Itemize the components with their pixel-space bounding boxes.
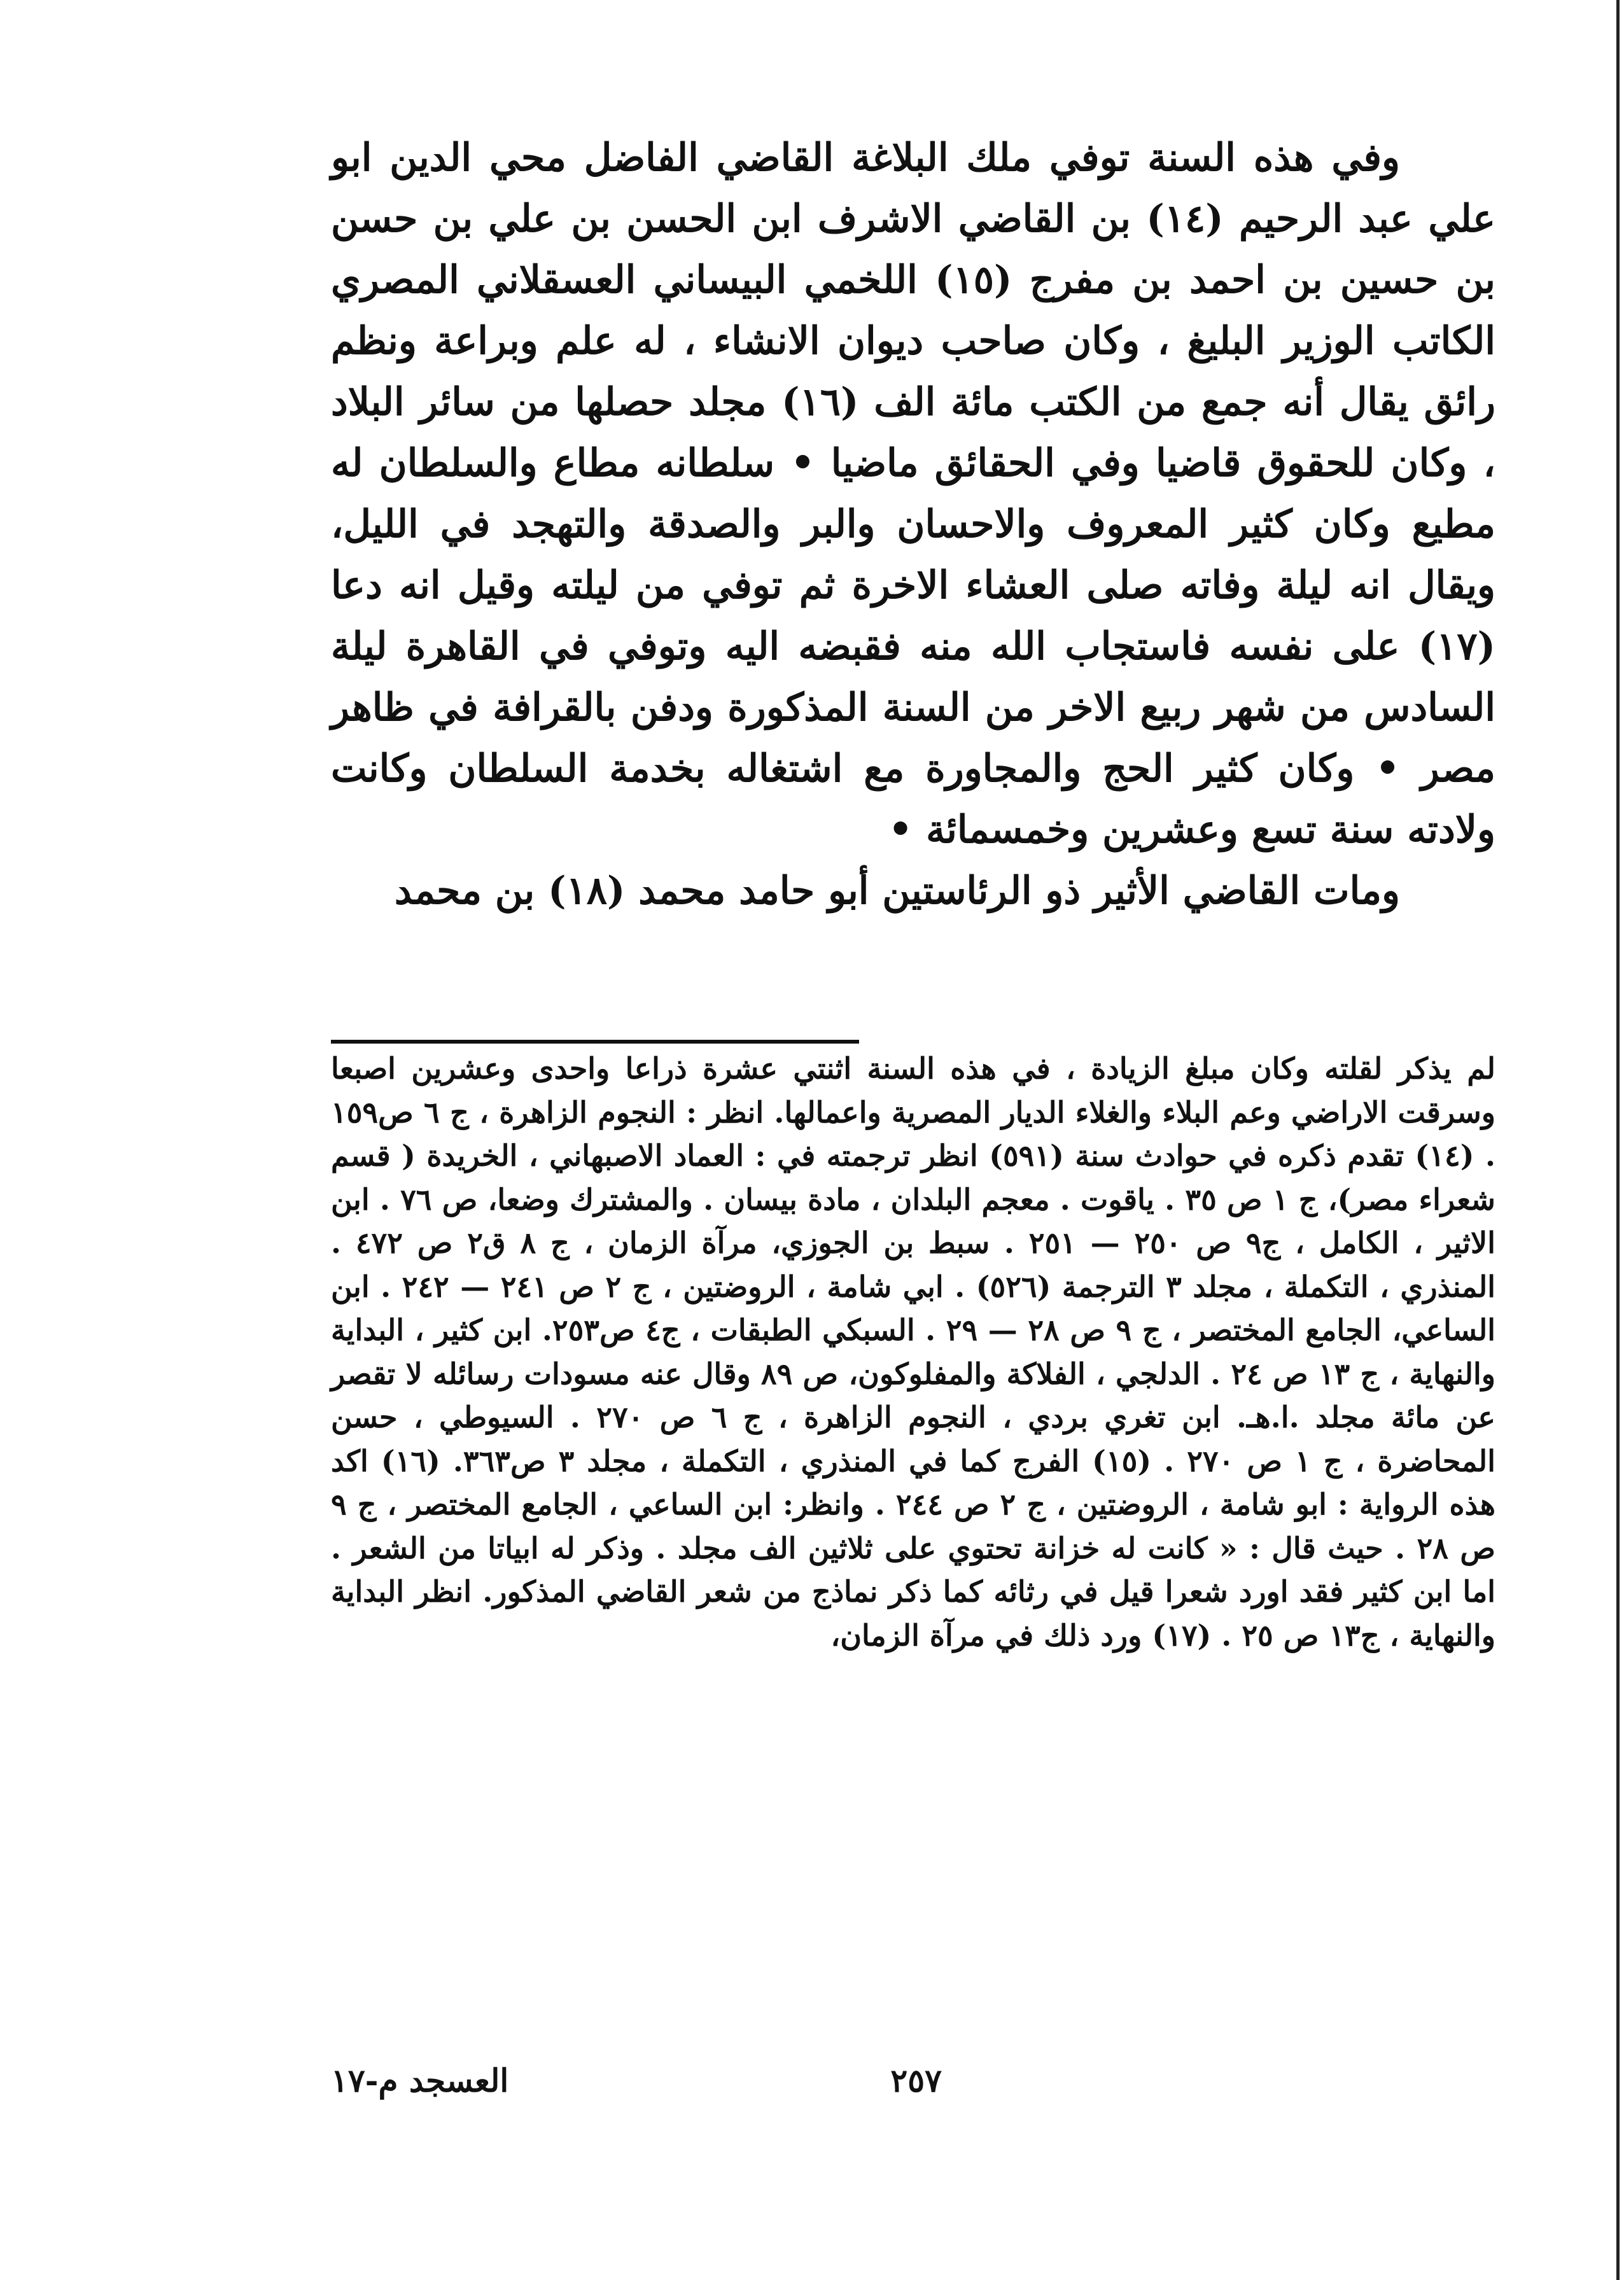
footnote-separator <box>331 1040 859 1044</box>
main-text <box>331 127 1495 921</box>
page-edge-border <box>1616 0 1620 2280</box>
page-number: ٢٥٧ <box>890 2062 942 2099</box>
page-footer <box>331 2062 1495 2113</box>
footnotes-block <box>331 1047 1495 1657</box>
body-paragraph-1: وفي هذه السنة توفي ملك البلاغة القاضي الفاضل محي الدين ابو علي عبد الرحيم (١٤) بن القاضي الاشرف ابن الحسن بن علي بن حسن بن حسين بن احمد بن مفرج (١٥) اللخمي البيساني العسقلاني المصري الكاتب الوزير البليغ ، وكان صاحب ديوان الانشاء ، له علم وبراعة ونظم رائق يقال أنه جمع من الكتب مائة الف (١٦) مجلد حصلها من سائر البلاد ، وكان للحقوق قاضيا وفي الحقائق ماضيا • سلطانه مطاع والسلطان له مطيع وكان كثير المعروف والاحسان والبر والصدقة والتهجد في الليل، ويقال انه ليلة وفاته صلى العشاء الاخرة ثم توفي من ليلته وقيل انه دعا (١٧) على نفسه فاستجاب الله منه فقبضه اليه وتوفي في القاهرة ليلة السادس من شهر ربيع الاخر من السنة المذكورة ودفن بالقرافة في ظاهر مصر • وكان كثير الحج والمجاورة مع اشتغاله بخدمة السلطان وكانت ولادته سنة تسع وعشرين وخمسمائة • <box>331 136 1496 852</box>
body-paragraph-2: ومات القاضي الأثير ذو الرئاستين أبو حامد محمد (١٨) بن محمد <box>394 869 1400 913</box>
signature-mark: العسجد م-١٧ <box>331 2062 509 2099</box>
footnotes-text: لم يذكر لقلته وكان مبلغ الزيادة ، في هذه السنة اثنتي عشرة ذراعا واحدى وعشرين اصبعا وسرقت الاراضي وعم البلاء والغلاء الديار المصرية واعمالها. انظر : النجوم الزاهرة ، ج ٦ ص١٥٩ . (١٤) تقدم ذكره في حوادث سنة (٥٩١) انظر ترجمته في : العماد الاصبهاني ، الخريدة ( قسم شعراء مصر)، ج ١ ص ٣٥ . ياقوت . معجم البلدان ، مادة بيسان . والمشترك وضعا، ص ٧٦ . ابن الاثير ، الكامل ، ج٩ ص ٢٥٠ — ٢٥١ . سبط بن الجوزي، مرآة الزمان ، ج ٨ ق٢ ص ٤٧٢ . المنذري ، التكملة ، مجلد ٣ الترجمة (٥٢٦) . ابي شامة ، الروضتين ، ج ٢ ص ٢٤١ — ٢٤٢ . ابن الساعي، الجامع المختصر ، ج ٩ ص ٢٨ — ٢٩ . السبكي الطبقات ، ج٤ ص٢٥٣. ابن كثير ، البداية والنهاية ، ج ١٣ ص ٢٤ . الدلجي ، الفلاكة والمفلوكون، ص ٨٩ وقال عنه مسودات رسائله لا تقصر عن مائة مجلد .ا.هـ. ابن تغري بردي ، النجوم الزاهرة ، ج ٦ ص ٢٧٠ . السيوطي ، حسن المحاضرة ، ج ١ ص ٢٧٠ . (١٥) الفرج كما في المنذري ، التكملة ، مجلد ٣ ص٣٦٣. (١٦) اكد هذه الرواية : ابو شامة ، الروضتين ، ج ٢ ص ٢٤٤ . وانظر: ابن الساعي ، الجامع المختصر ، ج ٩ ص ٢٨ . حيث قال : « كانت له خزانة تحتوي على ثلاثين الف مجلد . وذكر له ابياتا من الشعر . اما ابن كثير فقد اورد شعرا قيل في رثائه كما ذكر نماذج من شعر القاضي المذكور. انظر البداية والنهاية ، ج١٣ ص ٢٥ . (١٧) ورد ذلك في مرآة الزمان، <box>331 1051 1495 1653</box>
